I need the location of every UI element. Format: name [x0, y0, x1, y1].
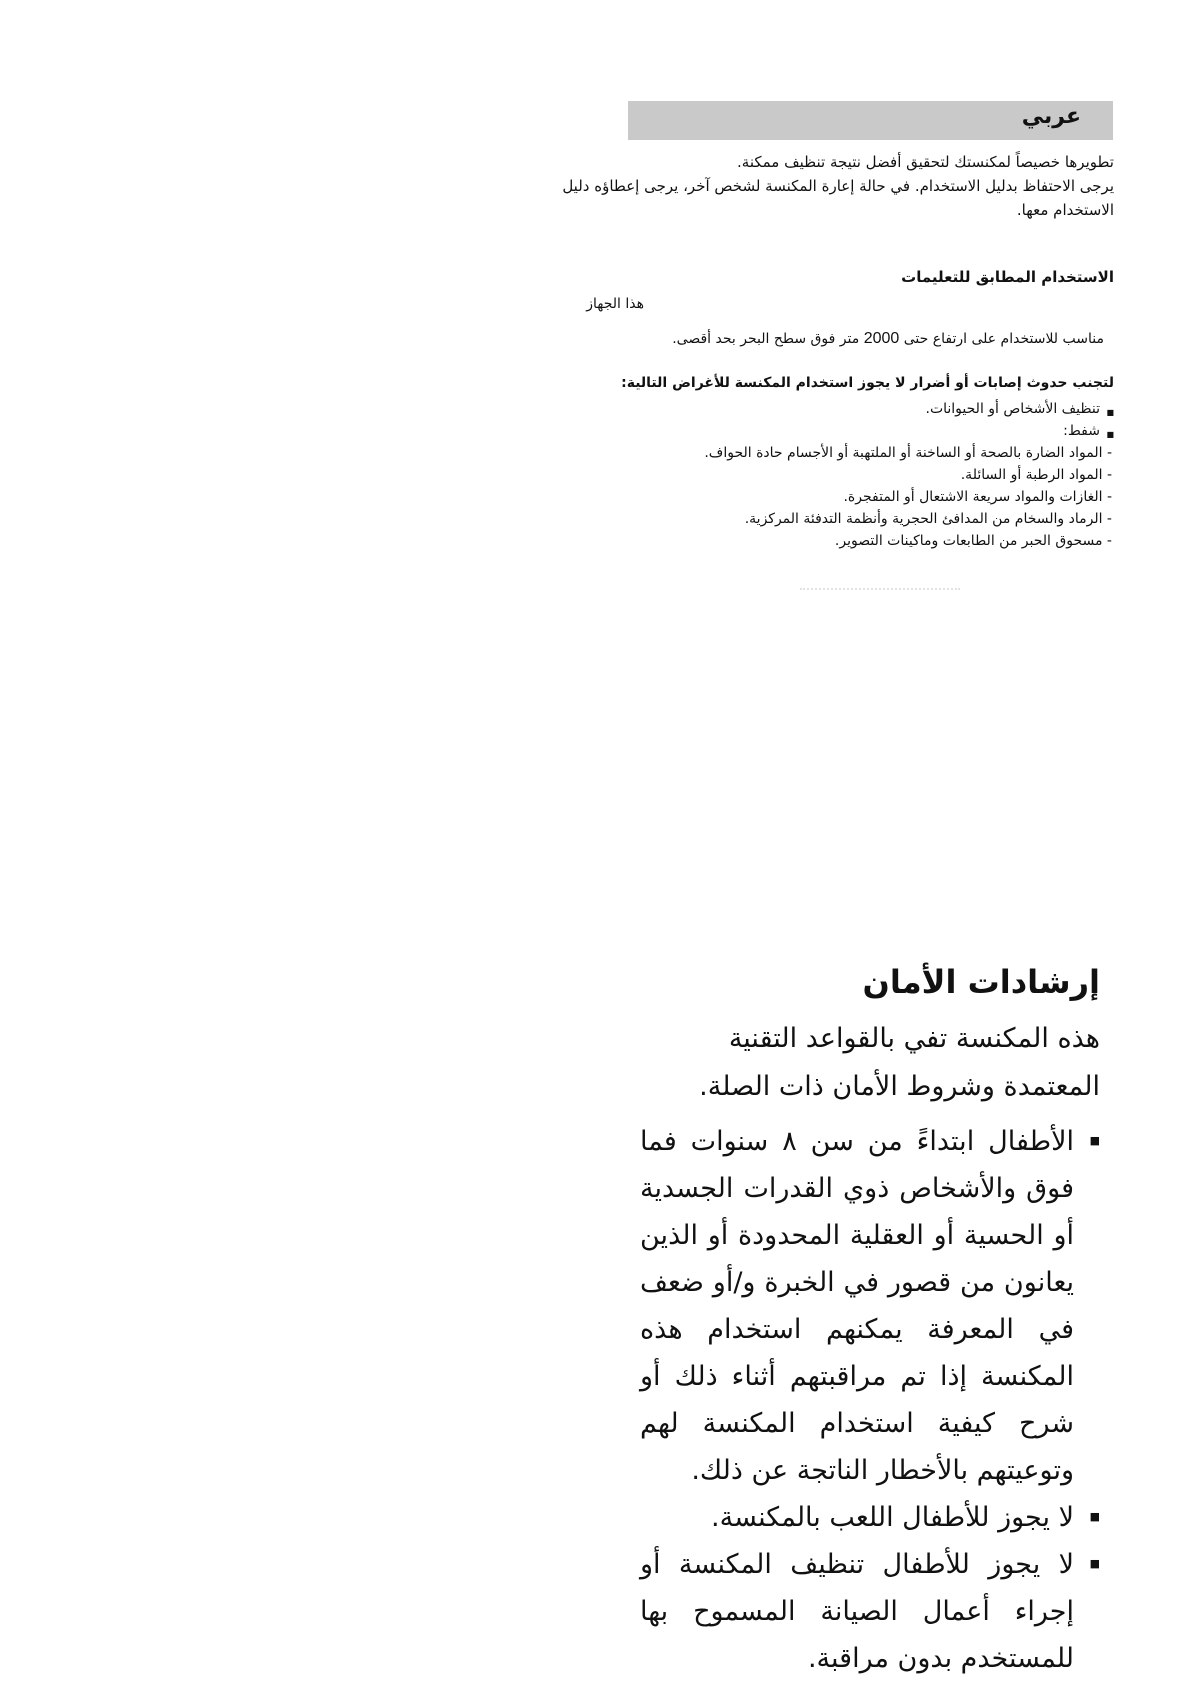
safety-heading: إرشادات الأمان [862, 963, 1100, 1001]
list-item: ■ تنظيف الأشخاص أو الحيوانات. [594, 398, 1114, 420]
prohibited-uses-heading: لتجنب حدوث إصابات أو أضرار لا يجوز استخدام المكنسة للأغراض التالية: [621, 375, 1114, 391]
altitude-value: 2000 [863, 330, 900, 347]
safety-intro: هذه المكنسة تفي بالقواعد التقنية المعتمدة وشروط الأمان ذات الصلة. [699, 1023, 1100, 1102]
prohibited-uses-list [594, 398, 1114, 552]
intro-line-2: يرجى الاحتفاظ بدليل الاستخدام. في حالة إعارة المكنسة لشخص آخر، يرجى إعطاؤه دليل الاستخدام معها. [562, 177, 1114, 219]
list-item: - المواد الرطبة أو السائلة. [960, 467, 1112, 483]
list-item: ■ لا يجوز للأطفال اللعب بالمكنسة. [640, 1494, 1100, 1541]
list-item: - المواد الضارة بالصحة أو الساخنة أو الملتهبة أو الأجسام حادة الحواف. [704, 445, 1112, 461]
device-label: هذا الجهاز [586, 296, 644, 312]
faint-divider [800, 588, 960, 596]
list-item: - مسحوق الحبر من الطابعات وماكينات التصوير. [834, 533, 1112, 549]
list-item: ■ شفط: [594, 420, 1114, 442]
altitude-note-after: متر فوق سطح البحر بحد أقصى. [672, 331, 860, 347]
list-item: ■ لا يجوز للأطفال تنظيف المكنسة أو إجراء أعمال الصيانة المسموح بها للمستخدم بدون مراقبة. [640, 1541, 1100, 1682]
language-title: عربي [1021, 104, 1081, 129]
intro-line-1: تطويرها خصيصاً لمكنستك لتحقيق أفضل نتيجة تنظيف ممكنة. [737, 153, 1114, 171]
intended-use-heading: الاستخدام المطابق للتعليمات [901, 268, 1114, 286]
intro-paragraph [534, 150, 1114, 222]
list-item: - الرماد والسخام من المدافئ الحجرية وأنظمة التدفئة المركزية. [744, 511, 1112, 527]
altitude-note [672, 330, 1104, 348]
list-item: - الغازات والمواد سريعة الاشتعال أو المتفجرة. [843, 489, 1112, 505]
list-item: ■ الأطفال ابتداءً من سن ٨ سنوات فما فوق والأشخاص ذوي القدرات الجسدية أو الحسية أو العقلية المحدودة أو الذين يعانون من قصور في الخبرة و/أو ضعف في المعرفة يمكنهم استخدام هذه المكنسة إذا تم مراقبتهم أثناء ذلك أو شرح كيفية استخدام المكنسة لهم وتوعيتهم بالأخطار الناتجة عن ذلك. [640, 1118, 1100, 1494]
altitude-note-before: مناسب للاستخدام على ارتفاع حتى [903, 331, 1104, 347]
safety-list [640, 1118, 1100, 1682]
language-header-bar [628, 101, 1113, 140]
